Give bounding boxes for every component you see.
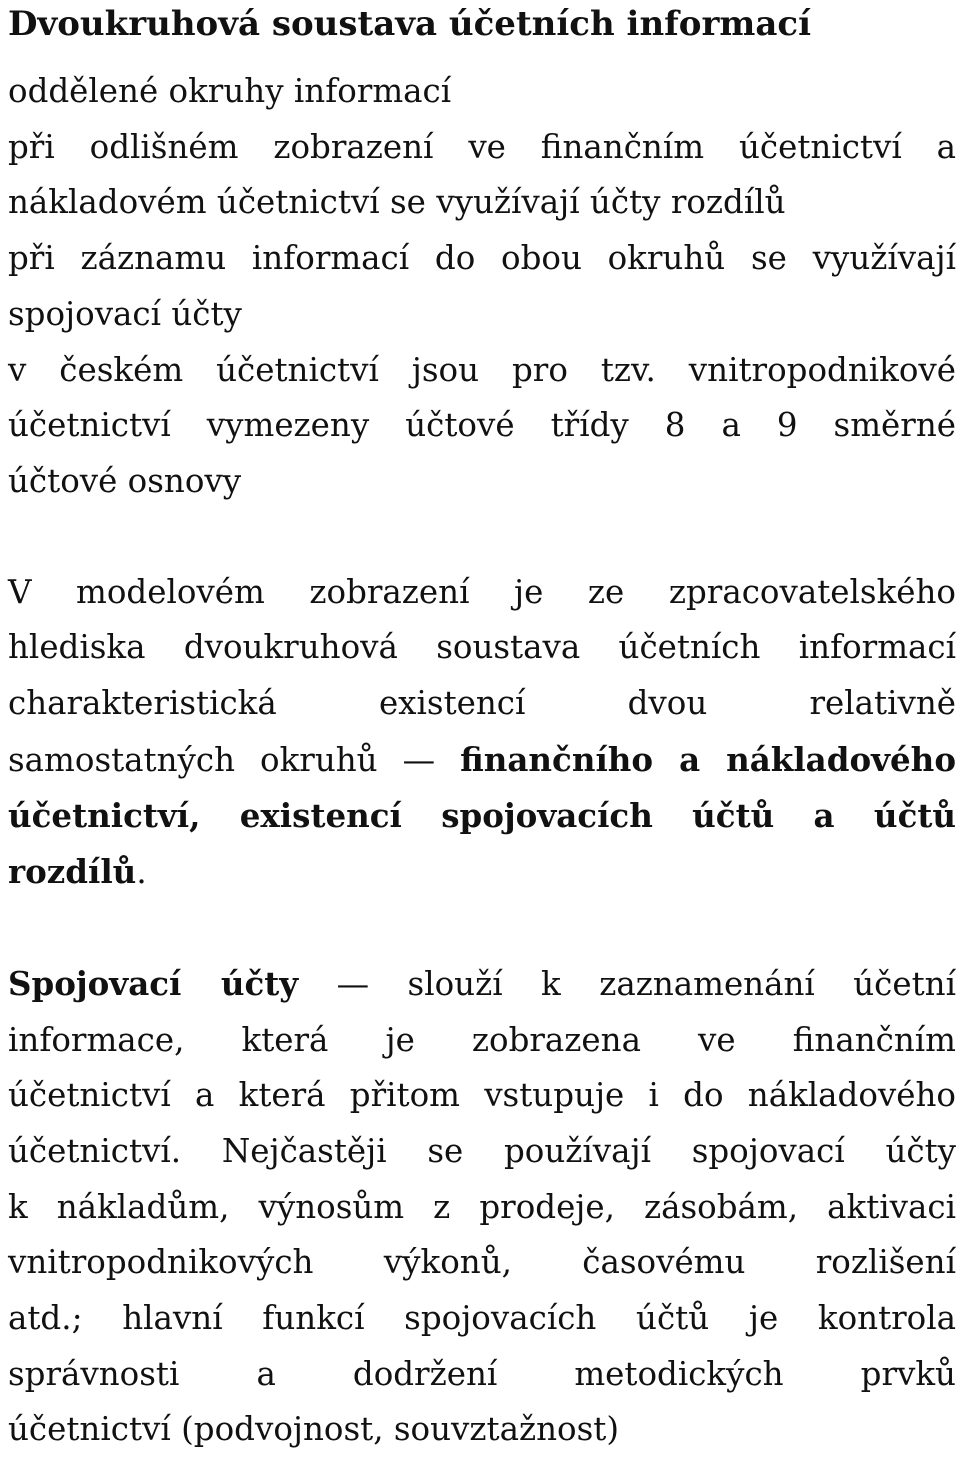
text-line: účetnictví. Nejčastěji se používají spojovací účty	[8, 1131, 956, 1170]
bold-text: finančního a nákladového	[460, 739, 956, 779]
paragraph-gap	[8, 510, 956, 565]
text-segment: samostatných okruhů —	[8, 740, 461, 779]
text-line: hlediska dvoukruhová soustava účetních informací	[8, 628, 956, 667]
bold-text-line: účetnictví, existencí spojovacích účtů a účtů	[8, 796, 956, 836]
text-line	[8, 732, 956, 789]
paragraph-gap	[8, 901, 956, 956]
text-line: účetnictví (podvojnost, souvztažnost)	[8, 1410, 619, 1449]
text-segment: — slouží k zaznamenání účetní	[298, 964, 957, 1003]
text-line: nákladovém účetnictví se využívají účty rozdílů	[8, 183, 786, 222]
text-line: při záznamu informací do obou okruhů se využívají	[8, 239, 956, 278]
text-line: v českém účetnictví jsou pro tzv. vnitropodnikové	[8, 350, 956, 389]
bold-text: Spojovací účty	[8, 963, 299, 1003]
text-line: při odlišném zobrazení ve finančním účetnictví a	[8, 127, 956, 166]
section-intro	[8, 64, 956, 510]
text-line: účtové osnovy	[8, 461, 242, 500]
text-line	[8, 844, 956, 901]
text-line: účetnictví vymezeny účtové třídy 8 a 9 směrné	[8, 406, 956, 445]
paragraph-linking-accounts	[8, 956, 956, 1458]
paragraph-model	[8, 565, 956, 901]
text-line: spojovací účty	[8, 294, 242, 333]
text-line: vnitropodnikových výkonů, časovému rozlišení	[8, 1243, 956, 1282]
text-line: účetnictví a která přitom vstupuje i do nákladového	[8, 1076, 956, 1115]
text-segment: .	[136, 853, 147, 892]
text-line: k nákladům, výnosům z prodeje, zásobám, aktivaci	[8, 1187, 956, 1226]
text-line: charakteristická existencí dvou relativně	[8, 684, 956, 723]
bold-text: rozdílů	[8, 852, 137, 892]
document-page	[8, 0, 956, 1458]
text-line	[8, 956, 956, 1013]
text-line: V modelovém zobrazení je ze zpracovatelského	[8, 572, 956, 611]
text-line: správnosti a dodržení metodických prvků	[8, 1354, 956, 1393]
page-title: Dvoukruhová soustava účetních informací	[8, 4, 812, 44]
text-line: atd.; hlavní funkcí spojovacích účtů je kontrola	[8, 1299, 956, 1338]
text-line: informace, která je zobrazena ve finančním	[8, 1020, 956, 1059]
text-line: oddělené okruhy informací	[8, 72, 452, 110]
